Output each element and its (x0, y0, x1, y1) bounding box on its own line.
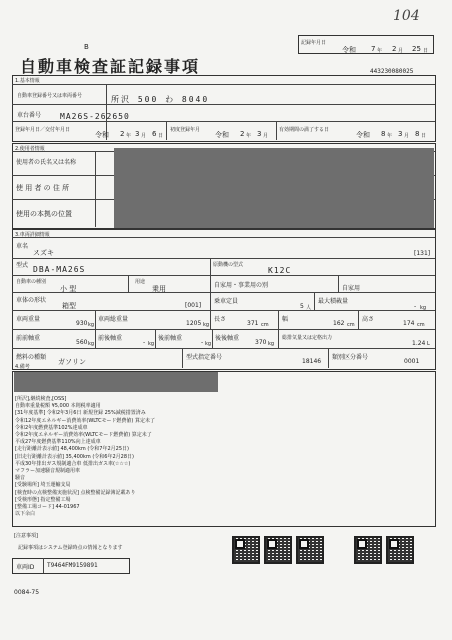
remark-line: [受検形態] 指定整備工場 (15, 496, 71, 503)
b-mark: B (84, 43, 89, 51)
expiry-year-unit: 年 (387, 133, 393, 139)
displacement-label: 総排気量又は定格出力 (282, 335, 333, 341)
record-date-era: 令和 (342, 46, 356, 54)
remark-line: [走行距離計表示値] 48,400km (令和7年2月25日) (15, 446, 129, 453)
model-value: DBA-MA26S (33, 265, 86, 274)
record-date-month: 2 (392, 45, 397, 53)
document-title: 自動車検査証記録事項 (20, 57, 201, 76)
remarks-redaction (14, 372, 218, 392)
user-info-redaction (114, 148, 434, 228)
first-year-month: 3 (257, 130, 262, 138)
height-unit: cm (417, 322, 425, 328)
rf-axle-value: - (201, 339, 204, 346)
height-value: 174 (403, 320, 415, 327)
fr-axle-unit: kg (148, 341, 155, 347)
first-reg-label: 登録年月日／交付年月日 (15, 127, 71, 133)
rf-axle-label: 後前軸重 (158, 335, 183, 342)
engine-label: 原動機の型式 (213, 262, 244, 268)
maker-label: 車名 (16, 243, 29, 250)
document-number: 443230080025 (370, 68, 414, 75)
remark-line: マフラー加速騒音規制適用車 (15, 468, 81, 475)
record-date-day: 25 (412, 45, 421, 53)
vehicle-id-value: T9464FM9159891 (47, 562, 98, 569)
record-date-day-unit: 日 (423, 48, 429, 54)
record-date-label: 記録年月日 (301, 40, 327, 46)
first-year-year-unit: 年 (246, 133, 252, 139)
purpose-value: 自家用 (342, 285, 361, 292)
remark-line: 以下余白 (15, 511, 36, 518)
remark-line: [受験場所] 埼玉運輸支局 (15, 482, 71, 489)
ff-axle-label: 前前軸重 (16, 335, 41, 342)
section3-heading: 3.車両詳細情報 (15, 232, 50, 238)
qr-code-3 (296, 536, 324, 564)
width-unit: cm (347, 322, 355, 328)
first-reg-day: 6 (152, 130, 157, 138)
first-year-era: 令和 (215, 131, 229, 139)
first-reg-era: 令和 (95, 131, 109, 139)
weight-unit: kg (88, 322, 95, 328)
ff-axle-unit: kg (88, 341, 95, 347)
reg-number-value: 所沢 500 わ 8040 (111, 95, 210, 104)
length-unit: cm (261, 322, 269, 328)
remark-line: [所沢],継続検査,[OSS] (15, 396, 67, 402)
first-reg-year: 2 (120, 130, 125, 138)
notice-heading: [注意事項] (14, 533, 38, 539)
purpose-label: 自家用・事業用の別 (214, 282, 269, 289)
model-label: 型式 (16, 262, 29, 269)
first-year-month-unit: 月 (263, 133, 269, 139)
category-label: 類別区分番号 (332, 354, 369, 361)
remark-line: 令和2年度燃費基準102%達成車 (15, 424, 88, 431)
fuel-value: ガソリン (58, 358, 86, 366)
qr-code-2 (264, 536, 292, 564)
category-value: 0001 (404, 358, 420, 365)
first-reg-year-unit: 年 (126, 133, 132, 139)
footer-code: 0084-75 (14, 589, 40, 596)
user-address-label: 使 用 者 の 住 所 (16, 184, 70, 192)
reg-number-label: 自動車登録番号又は車両番号 (17, 93, 83, 99)
max-load-unit: kg (420, 305, 427, 311)
fuel-label: 燃料の種類 (16, 354, 47, 361)
use-label: 用途 (135, 279, 146, 285)
length-value: 371 (247, 320, 259, 327)
remark-line: 自動車重量税額 ¥5,000 本則税率適用 (15, 403, 101, 410)
record-date-month-unit: 月 (398, 48, 404, 54)
remarks-notes (15, 396, 315, 518)
first-year-label: 初度登録年月 (170, 127, 201, 133)
weight-value: 930 (76, 320, 88, 327)
record-date-year: 7 (371, 45, 376, 53)
maker-code: [131] (414, 250, 431, 257)
engine-value: K12C (268, 266, 292, 275)
rr-axle-unit: kg (268, 341, 275, 347)
vin-label: 車台番号 (17, 112, 42, 119)
type-number-value: 18146 (302, 358, 322, 365)
notice-text: 記録事項はシステム登録時点の情報となります (18, 545, 123, 551)
rr-axle-value: 370 (255, 339, 267, 346)
expiry-month-unit: 月 (404, 133, 410, 139)
section1-heading: 1.基本情報 (15, 78, 40, 84)
remark-line: 騒音 (15, 475, 26, 482)
ff-axle-value: 560 (76, 339, 88, 346)
displacement-unit: L (427, 341, 430, 347)
type-number-label: 型式指定番号 (186, 354, 223, 361)
displacement-value: 1.24 (412, 340, 426, 347)
remark-line: [旧走行距離計表示値] 35,400km (令和6年2月28日) (15, 453, 134, 460)
first-year-year: 2 (240, 130, 245, 138)
section4-heading: 4.備考 (15, 364, 30, 370)
expiry-era: 令和 (356, 131, 370, 139)
weight-label: 車両重量 (16, 316, 41, 323)
height-label: 高さ (362, 316, 375, 323)
qr-code-1 (232, 536, 260, 564)
remark-line: 平成30年排出ガス規制適合車 低排出ガス車(☆☆☆) (15, 460, 131, 467)
section2-heading: 2.使用者情報 (15, 146, 45, 152)
capacity-unit: 人 (306, 305, 312, 311)
expiry-day-unit: 日 (421, 133, 427, 139)
expiry-year: 8 (381, 130, 386, 138)
expiry-day: 8 (415, 130, 420, 138)
first-reg-month-unit: 月 (141, 133, 147, 139)
capacity-label: 乗車定員 (214, 298, 239, 305)
length-label: 長さ (214, 316, 227, 323)
qr-code-5 (386, 536, 414, 564)
user-name-label: 使用者の氏名又は名称 (16, 159, 77, 166)
max-load-value: - (414, 303, 417, 310)
max-load-label: 最大積載量 (318, 298, 349, 305)
gross-weight-unit: kg (203, 322, 210, 328)
body-label: 車体の形状 (16, 297, 47, 304)
capacity-value: 5 (300, 303, 304, 310)
body-value: 箱型 (62, 302, 76, 310)
first-reg-month: 3 (135, 130, 140, 138)
remark-line: [検査時の点検整備実施状況] 点検整備記録簿記載あり (15, 489, 136, 496)
vehicle-id-label: 車両ID (16, 564, 35, 571)
base-location-label: 使用の本拠の位置 (16, 210, 72, 218)
gross-weight-value: 1205 (186, 320, 202, 327)
remark-line: 平成27年度燃費基準110%向上達成車 (15, 439, 101, 446)
expiry-label: 有効期間の満了する日 (279, 127, 330, 133)
use-value: 乗用 (152, 285, 166, 293)
expiry-month: 3 (398, 130, 403, 138)
width-label: 幅 (282, 316, 289, 323)
gross-weight-label: 車両総重量 (98, 316, 129, 323)
kind-value: 小 型 (60, 285, 77, 293)
maker-value: スズキ (33, 249, 54, 257)
kind-label: 自動車の種別 (16, 279, 47, 285)
width-value: 162 (333, 320, 345, 327)
body-code: [001] (185, 302, 202, 309)
record-date-year-unit: 年 (377, 48, 383, 54)
remark-line: 令和12年度エネルギー消費効率(WLTCモード燃費値) 算定未了 (15, 417, 155, 424)
first-reg-day-unit: 日 (158, 133, 164, 139)
vin-value: MA26S-262650 (60, 112, 130, 121)
fr-axle-label: 前後軸重 (98, 335, 123, 342)
remark-line: 令和2年度エネルギー消費効率(WLTCモード燃費値) 算定未了 (15, 432, 152, 439)
rf-axle-unit: kg (205, 341, 212, 347)
fr-axle-value: - (143, 339, 146, 346)
remark-line: [整備工場コード] 44-01967 (15, 504, 80, 511)
rr-axle-label: 後後軸重 (215, 335, 240, 342)
handwritten-number: 104 (393, 8, 420, 24)
remark-line: [31年度基準] 令和2年3月6日 新規登録 25%減税措置済み (15, 410, 146, 417)
qr-code-4 (354, 536, 382, 564)
